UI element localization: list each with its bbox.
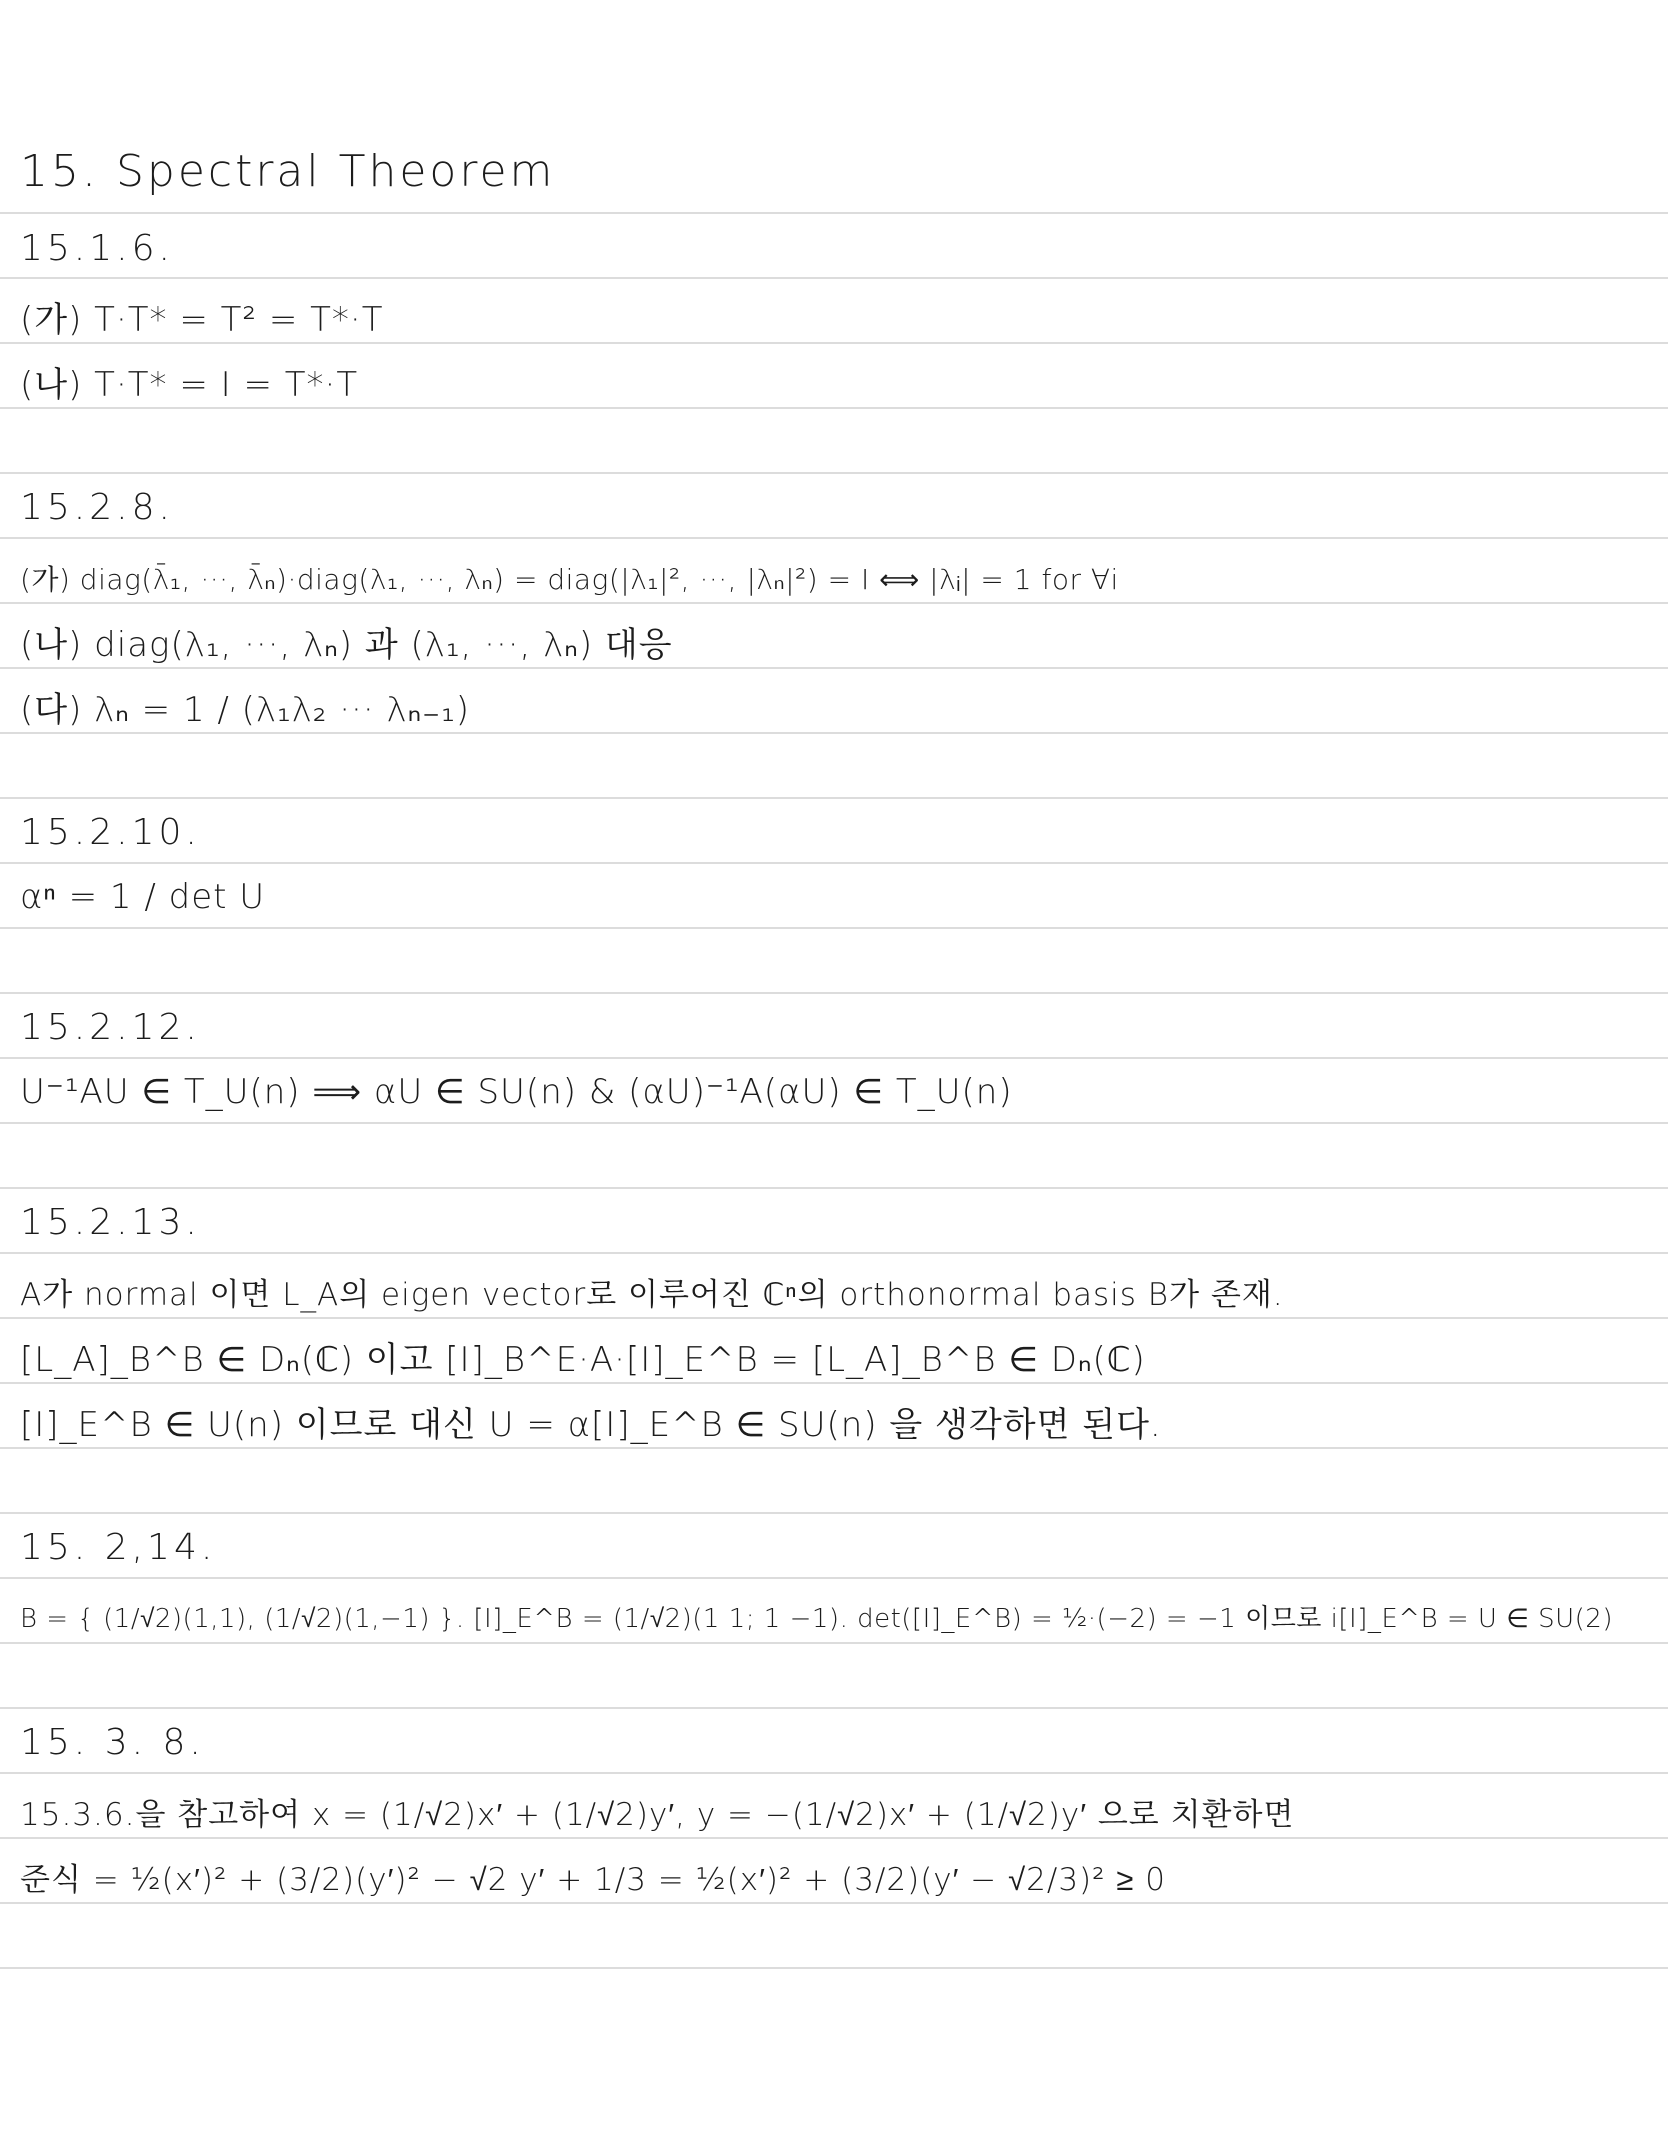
note-line: (나) diag(λ₁, ···, λₙ) 과 (λ₁, ···, λₙ) 대응 bbox=[20, 625, 673, 665]
note-line: U⁻¹AU ∈ T_U(n) ⟹ αU ∈ SU(n) & (αU)⁻¹A(αU) ∈ T_U(n) bbox=[20, 1072, 1013, 1112]
note-line: (나) T·T* = I = T*·T bbox=[20, 365, 359, 405]
ruled-line bbox=[0, 1902, 1668, 1904]
section-heading: 15. 3. 8. bbox=[20, 1722, 205, 1763]
ruled-line bbox=[0, 797, 1668, 799]
ruled-line bbox=[0, 602, 1668, 604]
ruled-line bbox=[0, 1057, 1668, 1059]
note-line: (가) T·T* = T² = T*·T bbox=[20, 300, 384, 340]
ruled-line bbox=[0, 212, 1668, 214]
ruled-line bbox=[0, 1707, 1668, 1709]
ruled-line bbox=[0, 1772, 1668, 1774]
note-line: (가) diag(λ̄₁, ···, λ̄ₙ)·diag(λ₁, ···, λₙ) = diag(|λ₁|², ···, |λₙ|²) = I ⟺ |λᵢ| = 1 for ∀i bbox=[20, 563, 1119, 596]
ruled-line bbox=[0, 1252, 1668, 1254]
section-heading: 15. 2,14. bbox=[20, 1527, 217, 1568]
note-line: B = { (1/√2)(1,1), (1/√2)(1,−1) }. [I]_E^B = (1/√2)(1 1; 1 −1). det([I]_E^B) = ½·(−2) = −1 이므로 i[I]_E^B = U ∈ SU(2) bbox=[20, 1604, 1613, 1634]
ruled-line bbox=[0, 732, 1668, 734]
ruled-line bbox=[0, 862, 1668, 864]
ruled-line bbox=[0, 1577, 1668, 1579]
note-line: 15.3.6.을 참고하여 x = (1/√2)x′ + (1/√2)y′, y = −(1/√2)x′ + (1/√2)y′ 으로 치환하면 bbox=[20, 1797, 1295, 1833]
ruled-line bbox=[0, 667, 1668, 669]
note-line: (다) λₙ = 1 / (λ₁λ₂ ··· λₙ₋₁) bbox=[20, 690, 470, 730]
section-heading: 15.2.10. bbox=[20, 812, 201, 853]
ruled-line bbox=[0, 1967, 1668, 1969]
ruled-line bbox=[0, 1837, 1668, 1839]
ruled-line bbox=[0, 1187, 1668, 1189]
section-heading: 15.2.13. bbox=[20, 1202, 201, 1243]
ruled-line bbox=[0, 1447, 1668, 1449]
ruled-line bbox=[0, 1317, 1668, 1319]
ruled-line bbox=[0, 1122, 1668, 1124]
note-line: 준식 = ½(x′)² + (3/2)(y′)² − √2 y′ + 1/3 = ½(x′)² + (3/2)(y′ − √2/3)² ≥ 0 bbox=[20, 1862, 1167, 1898]
ruled-line bbox=[0, 472, 1668, 474]
ruled-line bbox=[0, 992, 1668, 994]
note-line: [I]_E^B ∈ U(n) 이므로 대신 U = α[I]_E^B ∈ SU(n) 을 생각하면 된다. bbox=[20, 1405, 1162, 1445]
section-heading: 15.1.6. bbox=[20, 228, 174, 269]
section-heading: 15.2.12. bbox=[20, 1007, 201, 1048]
ruled-line bbox=[0, 407, 1668, 409]
page-title: 15. Spectral Theorem bbox=[20, 146, 556, 197]
ruled-line bbox=[0, 1382, 1668, 1384]
note-line: [L_A]_B^B ∈ Dₙ(ℂ) 이고 [I]_B^E·A·[I]_E^B = [L_A]_B^B ∈ Dₙ(ℂ) bbox=[20, 1340, 1146, 1380]
ruled-line bbox=[0, 277, 1668, 279]
section-heading: 15.2.8. bbox=[20, 487, 174, 528]
ruled-line bbox=[0, 1512, 1668, 1514]
note-line: αⁿ = 1 / det U bbox=[20, 877, 266, 917]
ruled-line bbox=[0, 342, 1668, 344]
ruled-line bbox=[0, 927, 1668, 929]
ruled-line bbox=[0, 1642, 1668, 1644]
note-line: A가 normal 이면 L_A의 eigen vector로 이루어진 ℂⁿ의 orthonormal basis B가 존재. bbox=[20, 1277, 1284, 1313]
ruled-line bbox=[0, 537, 1668, 539]
